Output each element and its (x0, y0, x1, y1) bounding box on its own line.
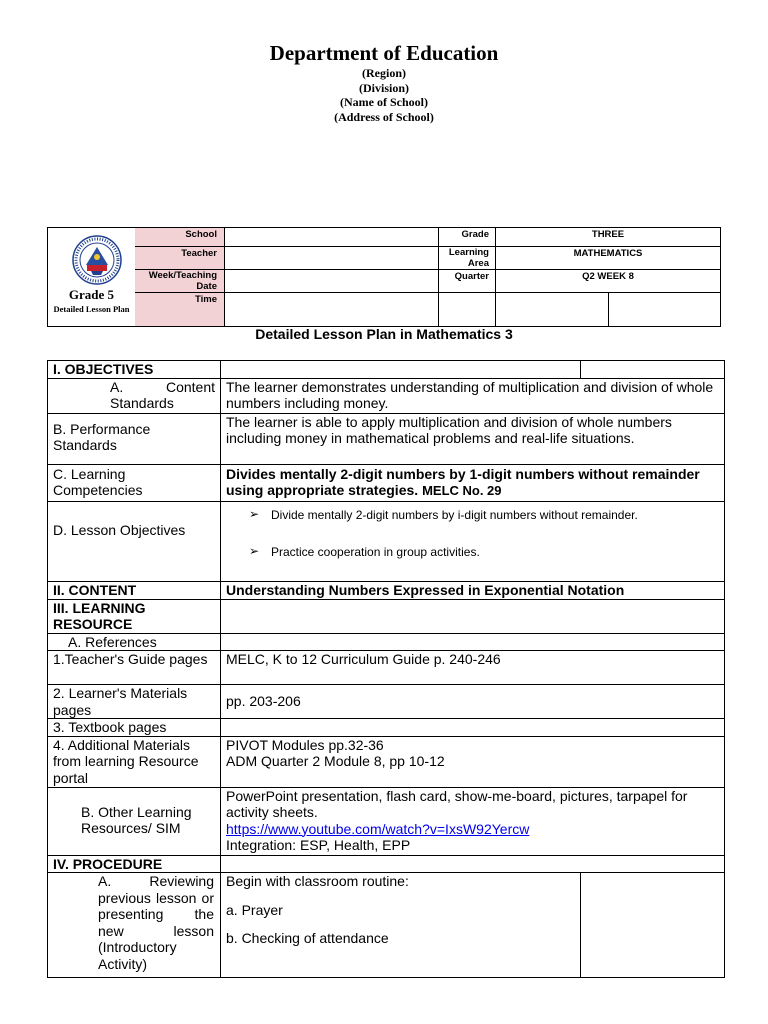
content-heading: II. CONTENT (48, 581, 221, 599)
list-item: ➢ Divide mentally 2-digit numbers by i-digit numbers without remainder. (271, 507, 719, 523)
school-value[interactable] (225, 228, 439, 247)
table-row (48, 855, 725, 873)
plan-label: Detailed Lesson Plan (53, 304, 130, 314)
content-text: Understanding Numbers Expressed in Exponential Notation (221, 581, 725, 599)
deped-seal-icon (72, 235, 122, 285)
week-value[interactable] (225, 270, 439, 293)
table-row (48, 581, 725, 599)
department-title: Department of Education (269, 41, 499, 65)
logo-cell (48, 228, 136, 326)
content-standards-label: A. Content Standards (48, 378, 221, 413)
quarter-value: Q2 WEEK 8 (496, 270, 720, 293)
learning-area-label: Learning Area (439, 247, 496, 270)
table-row (48, 633, 725, 651)
lesson-plan-table (47, 360, 725, 978)
division-line: (Division) (358, 80, 409, 95)
region-line: (Region) (362, 66, 406, 80)
table-row (48, 378, 725, 413)
time-extra-cell (439, 293, 496, 326)
table-row (48, 361, 725, 379)
school-label: School (135, 228, 225, 247)
additional-materials-text: PIVOT Modules pp.32-36 ADM Quarter 2 Module 8, pp 10-12 (221, 736, 725, 787)
reviewing-text: Begin with classroom routine: a. Prayer b. Checking of attendance (221, 873, 581, 978)
table-row (48, 685, 725, 719)
learning-area-value: MATHEMATICS (496, 247, 720, 270)
table-row (48, 651, 725, 685)
learners-materials-label: 2. Learner's Materials pages (48, 685, 221, 719)
blank-cell-b (609, 293, 720, 326)
blank-cell-a (496, 293, 609, 326)
learning-resource-heading: III. LEARNING RESOURCE (48, 599, 221, 633)
performance-standards-text: The learner is able to apply multiplication and division of whole numbers including money in mathematical problems and real-life situations. (221, 413, 725, 464)
reviewing-label: A. Reviewing previous lesson or presenting the new lesson (Introductory Activity) (48, 873, 221, 978)
school-address-line: (Address of School) (334, 109, 434, 124)
school-name-line: (Name of School) (340, 95, 428, 109)
teacher-value[interactable] (225, 247, 439, 270)
table-row (48, 464, 725, 501)
content-standards-text: The learner demonstrates understanding of multiplication and division of whole numbers including money. (221, 378, 725, 413)
melc-number: MELC No. 29 (422, 483, 502, 498)
list-item: ➢ Practice cooperation in group activities. (271, 544, 719, 560)
time-label: Time (135, 293, 225, 326)
time-value[interactable] (225, 293, 439, 326)
document-header (0, 40, 768, 124)
table-row (48, 787, 725, 855)
table-row (48, 413, 725, 464)
competencies-text: Divides mentally 2-digit numbers by 1-digit numbers without remainder using appropriate strategies. MELC No. 29 (221, 464, 725, 501)
textbook-label: 3. Textbook pages (48, 719, 221, 737)
additional-materials-label: 4. Additional Materials from learning Resource portal (48, 736, 221, 787)
lesson-info-table (47, 227, 721, 327)
performance-standards-label: B. Performance Standards (48, 413, 221, 464)
table-row (48, 719, 725, 737)
teachers-guide-label: 1.Teacher's Guide pages (48, 651, 221, 685)
lesson-objectives-label: D. Lesson Objectives (48, 501, 221, 581)
lesson-objectives-list (221, 501, 725, 581)
teachers-guide-text: MELC, K to 12 Curriculum Guide p. 240-246 (221, 651, 725, 685)
week-label: Week/Teaching Date (135, 270, 225, 293)
quarter-label: Quarter (439, 270, 496, 293)
objectives-heading: I. OBJECTIVES (48, 361, 221, 379)
teacher-label: Teacher (135, 247, 225, 270)
grade-value: THREE (496, 228, 720, 247)
references-label: A. References (48, 633, 221, 651)
competencies-label: C. Learning Competencies (48, 464, 221, 501)
table-row (48, 736, 725, 787)
youtube-link[interactable]: https://www.youtube.com/watch?v=IxsW92Yercw (226, 820, 530, 837)
table-row (48, 501, 725, 581)
procedure-heading: IV. PROCEDURE (48, 855, 221, 873)
grade-label: Grade 5 (68, 287, 115, 302)
learners-materials-text: pp. 203-206 (221, 685, 725, 719)
table-row (48, 873, 725, 978)
other-resources-label: B. Other Learning Resources/ SIM (48, 787, 221, 855)
table-row (48, 599, 725, 633)
other-resources-text: PowerPoint presentation, flash card, show-me-board, pictures, tarpapel for activity sheets. https://www.youtube.com/watch?v=IxsW92Yercw Integration: ESP, Health, EPP (221, 787, 725, 855)
lesson-plan-title: Detailed Lesson Plan in Mathematics 3 (255, 326, 513, 342)
grade-field-label: Grade (439, 228, 496, 247)
